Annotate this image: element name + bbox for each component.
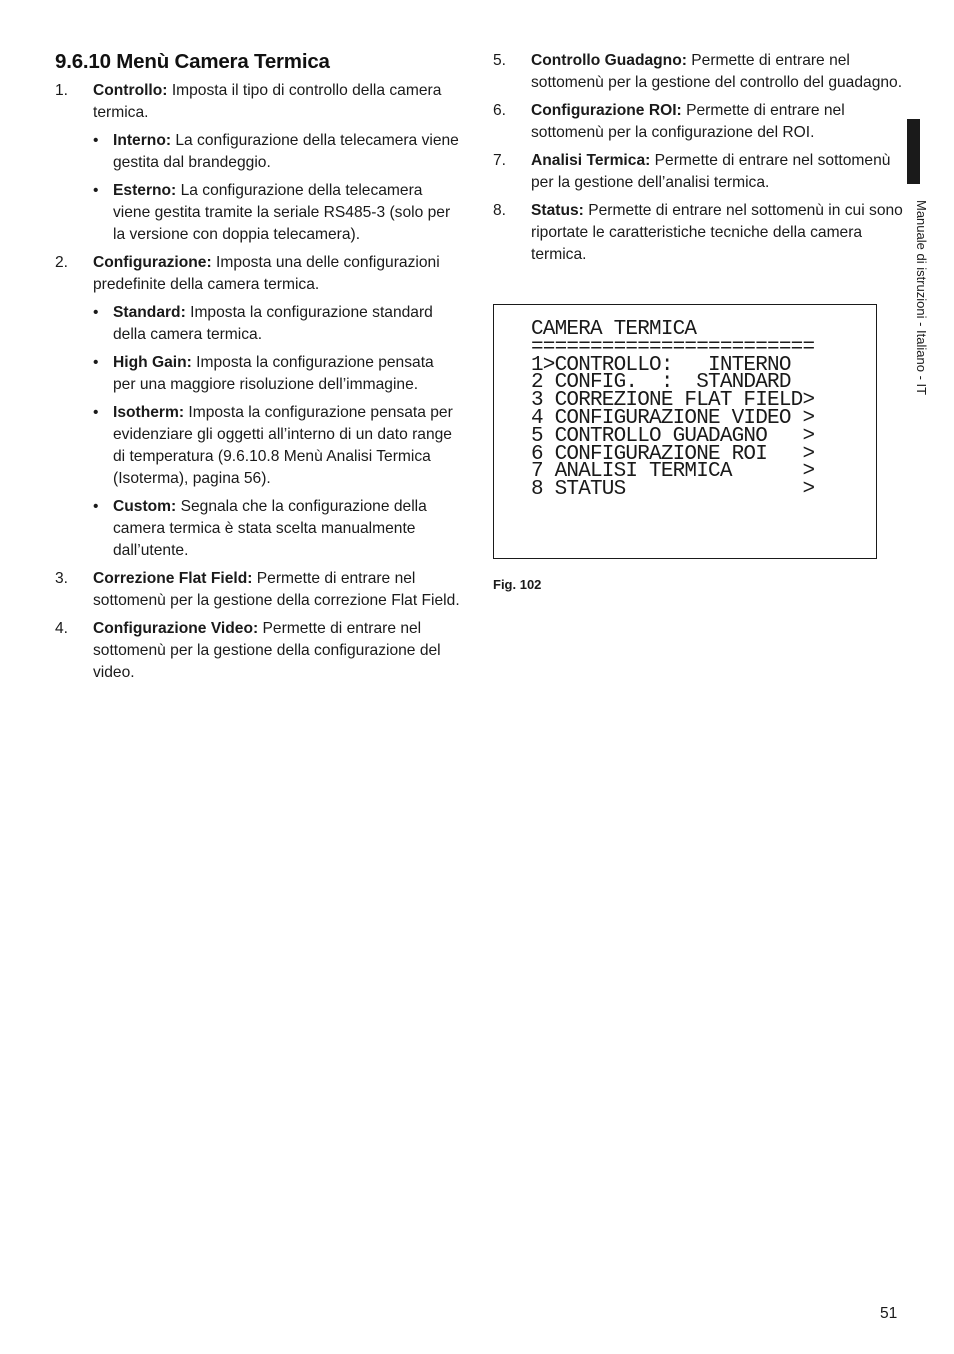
section-heading: 9.6.10 Menù Camera Termica — [55, 50, 330, 73]
item-text: Permette di entrare nel sottomenù per la gestione del controllo del guadagno. — [531, 52, 903, 91]
list-item — [493, 50, 903, 94]
item-title: Correzione Flat Field: — [93, 570, 253, 587]
osd-menu-line: ======================== — [531, 335, 815, 359]
side-tab-marker — [907, 119, 920, 184]
item-title: Configurazione Video: — [93, 620, 259, 637]
osd-menu-line: 5 CONTROLLO GUADAGNO > — [531, 424, 815, 448]
bullet-text: Imposta la configurazione standard della camera termica. — [113, 304, 433, 343]
right-item-list — [493, 50, 903, 266]
list-item — [493, 150, 903, 194]
left-column — [55, 50, 460, 690]
osd-menu-line: 7 ANALISI TERMICA > — [531, 460, 815, 484]
list-item — [55, 618, 460, 684]
bullet-item — [93, 302, 460, 346]
bullet-dot: • — [93, 132, 99, 149]
osd-menu-line: 6 CONFIGURAZIONE ROI > — [531, 442, 815, 466]
list-item — [55, 568, 460, 612]
bullet-dot: • — [93, 182, 99, 199]
figure-caption: Fig. 102 — [493, 577, 542, 592]
item-text: Imposta il tipo di controllo della camera termica. — [93, 82, 442, 121]
item-title: Status: — [531, 202, 584, 219]
bullet-title: Interno: — [113, 132, 172, 149]
bullet-title: Custom: — [113, 498, 177, 515]
bullet-text: Imposta la configurazione pensata per evidenziare gli oggetti all’interno di un dato range di temperatura (9.6.10.8 Menù Analisi Termica (Isoterma), pagina 56). — [113, 404, 453, 487]
item-number: 7. — [493, 152, 507, 169]
bullet-dot: • — [93, 498, 99, 515]
item-text: Permette di entrare nel sottomenù per la gestione della configurazione del video. — [93, 620, 441, 681]
bullet-title: High Gain: — [113, 354, 192, 371]
item-text: Permette di entrare nel sottomenù per la gestione dell’analisi termica. — [531, 152, 891, 191]
item-text: Permette di entrare nel sottomenù in cui sono riportate le caratteristiche tecniche della camera termica. — [531, 202, 903, 263]
bullet-text: Segnala che la configurazione della camera termica è stata scelta manualmente dall’utente. — [113, 498, 427, 559]
item-number: 6. — [493, 102, 507, 119]
item-number: 4. — [55, 620, 69, 637]
left-item-list — [55, 80, 460, 684]
osd-menu-text — [531, 318, 815, 502]
item-text: Imposta una delle configurazioni predefinite della camera termica. — [93, 254, 440, 293]
list-item — [493, 200, 903, 266]
item-number: 8. — [493, 202, 507, 219]
item-number: 5. — [493, 52, 507, 69]
item-title: Controllo Guadagno: — [531, 52, 687, 69]
item-number: 2. — [55, 254, 69, 271]
bullet-item — [93, 402, 460, 490]
bullet-text: Imposta la configurazione pensata per una maggiore risoluzione dell’immagine. — [113, 354, 434, 393]
list-item — [493, 100, 903, 144]
bullet-title: Isotherm: — [113, 404, 185, 421]
item-text: Permette di entrare nel sottomenù per la gestione della correzione Flat Field. — [93, 570, 460, 609]
item-title: Controllo: — [93, 82, 168, 99]
bullet-text: La configurazione della telecamera viene gestita tramite la seriale RS485-3 (solo per la versione con doppia telecamera). — [113, 182, 451, 243]
item-number: 3. — [55, 570, 69, 587]
bullet-dot: • — [93, 304, 99, 321]
bullet-text: La configurazione della telecamera viene gestita dal brandeggio. — [113, 132, 459, 171]
item-title: Configurazione ROI: — [531, 102, 682, 119]
item-title: Analisi Termica: — [531, 152, 651, 169]
item-number: 1. — [55, 82, 69, 99]
bullet-item — [93, 130, 460, 174]
osd-menu-line: 8 STATUS > — [531, 478, 815, 502]
item-title: Configurazione: — [93, 254, 212, 271]
bullet-title: Standard: — [113, 304, 186, 321]
bullet-dot: • — [93, 404, 99, 421]
list-item — [55, 252, 460, 562]
bullet-title: Esterno: — [113, 182, 177, 199]
right-column — [493, 50, 903, 272]
bullet-item — [93, 352, 460, 396]
osd-menu-line: CAMERA TERMICA — [531, 318, 697, 341]
bullet-item — [93, 496, 460, 562]
osd-menu-line: 2 CONFIG. : STANDARD — [531, 371, 791, 395]
bullet-dot: • — [93, 354, 99, 371]
page-number: 51 — [880, 1305, 898, 1322]
osd-menu-line: 1>CONTROLLO: INTERNO — [531, 353, 791, 377]
osd-menu-line: 4 CONFIGURAZIONE VIDEO > — [531, 406, 815, 430]
item-text: Permette di entrare nel sottomenù per la configurazione del ROI. — [531, 102, 845, 141]
bullet-list — [93, 302, 460, 562]
bullet-item — [93, 180, 460, 246]
side-label: Manuale di istruzioni - Italiano - IT — [914, 200, 929, 396]
osd-menu-screen — [493, 304, 877, 559]
bullet-list — [93, 130, 460, 246]
osd-menu-line: 3 CORREZIONE FLAT FIELD> — [531, 389, 815, 413]
list-item — [55, 80, 460, 246]
